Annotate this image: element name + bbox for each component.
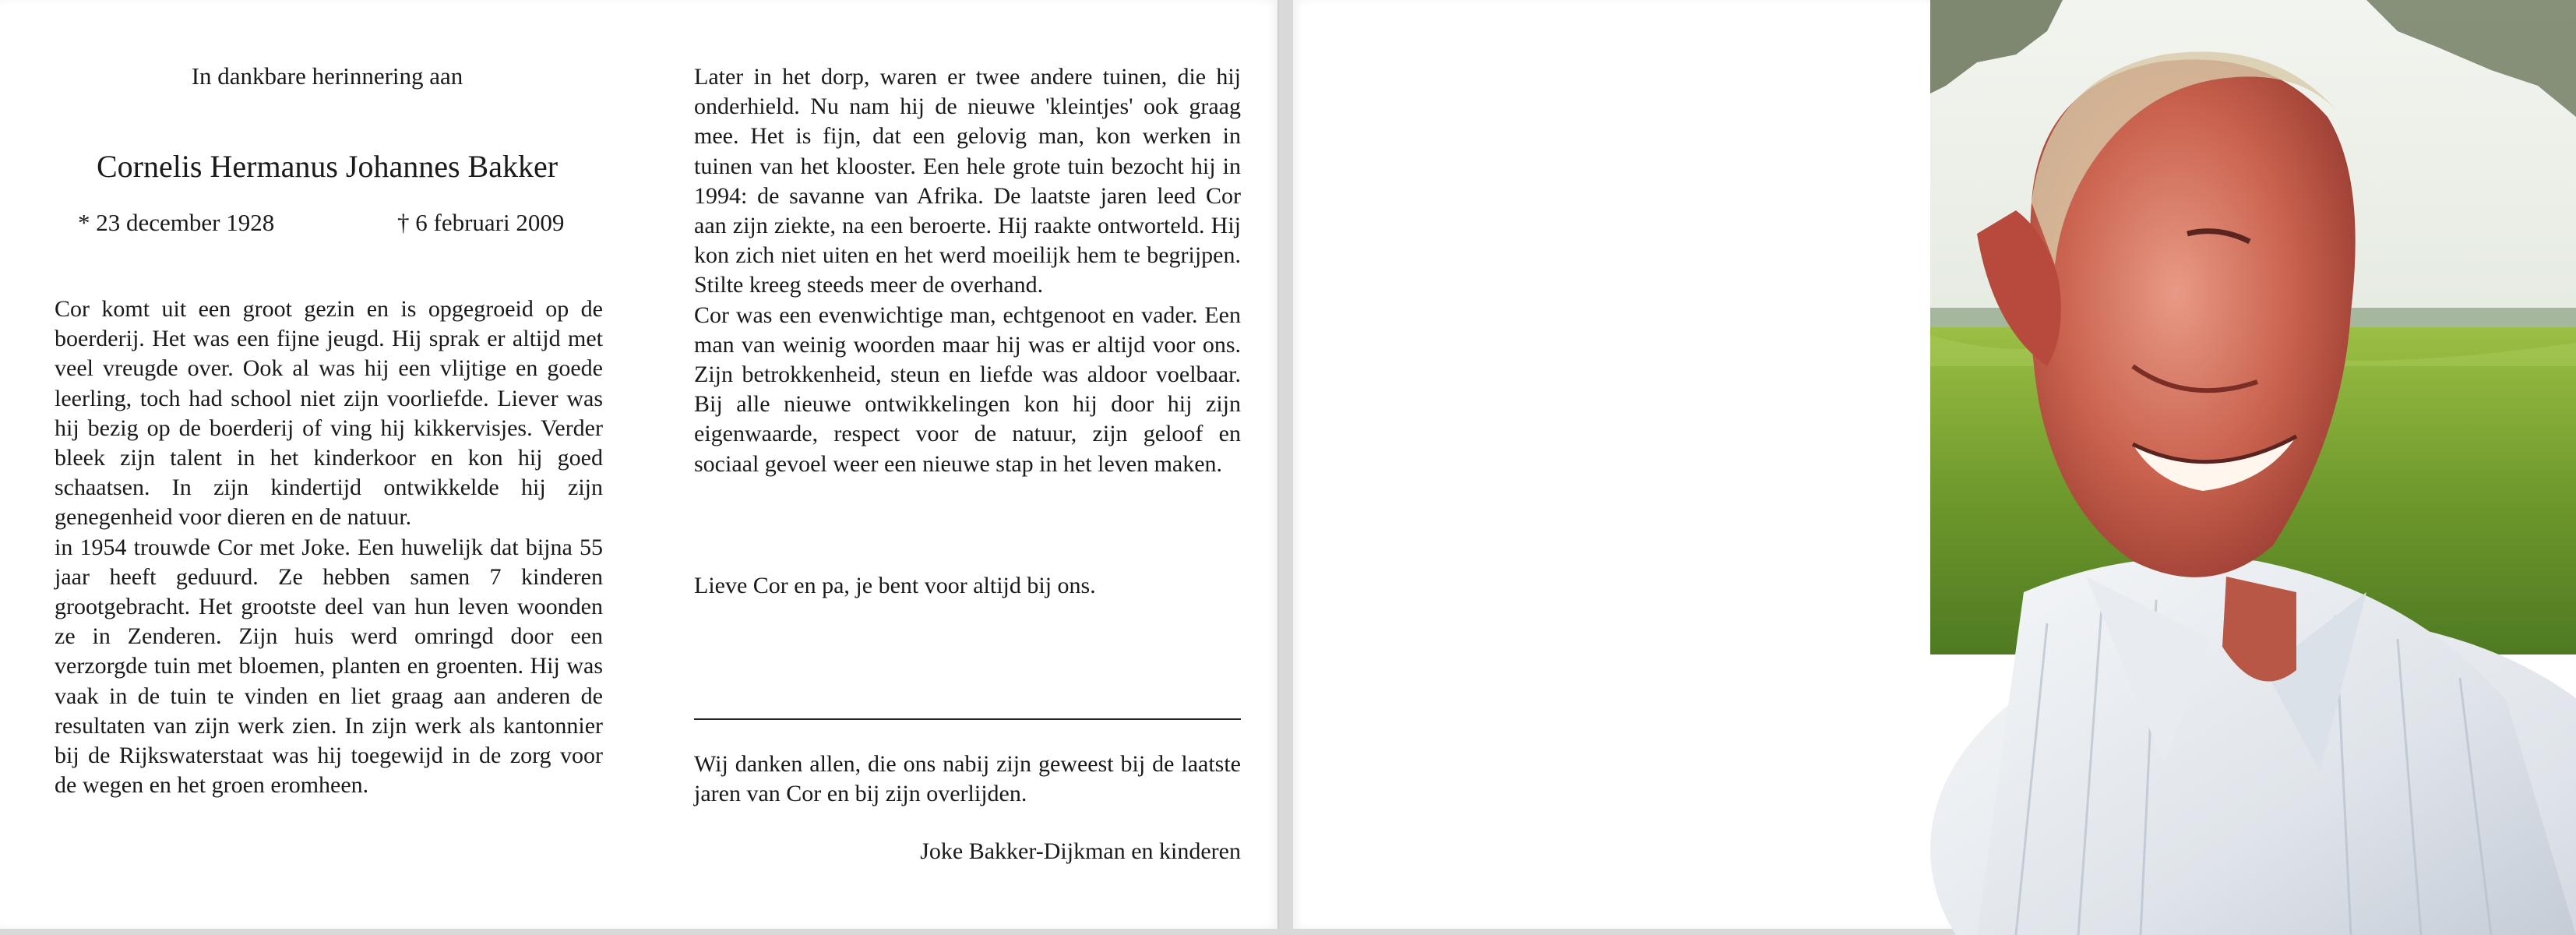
closing-line: Lieve Cor en pa, je bent voor altijd bij ons. xyxy=(694,573,1096,598)
divider-rule xyxy=(694,718,1241,720)
biography-paragraph: Later in het dorp, waren er twee andere tuinen, die hij onderhield. Nu nam hij de nieuwe 'kleintjes' ook graag mee. Het is fijn, dat een gelovig man, kon werken in tuinen van het klooster. Een hele grote tuin bezocht hij in 1994: de savanne van Afrika. De laatste jaren leed Cor aan zijn ziekte, na een beroerte. Hij raakte ontworteld. Hij kon zich niet uiten en het werd moeilijk hem te begrijpen. Stilte kreeg steeds meer de overhand. xyxy=(694,64,1241,298)
biography-paragraph: Cor was een evenwichtige man, echtgenoot en vader. Een man van weinig woorden maar hij was er altijd voor ons. Zijn betrokkenheid, steun en liefde was aldoor voelbaar. Bij alle nieuwe ontwikkelingen kon hij door hij zijn eigenwaarde, respect voor de natuur, zijn geloof en sociaal gevoel weer een nieuwe stap in het leven maken. xyxy=(694,302,1241,477)
birth-date: * 23 december 1928 xyxy=(78,209,275,236)
portrait-photo xyxy=(1930,0,2576,935)
deceased-name: Cornelis Hermanus Johannes Bakker xyxy=(96,149,559,184)
biography-column-left xyxy=(55,295,603,800)
biography-paragraph: in 1954 trouwde Cor met Joke. Een huwelijk dat bijna 55 jaar heeft geduurd. Ze hebben samen 7 kinderen grootgebracht. Het grootste deel van hun leven woonden ze in Zenderen. Zijn huis werd omringd door een verzorgde tuin met bloemen, planten en groenten. Hij was vaak in de tuin te vinden en liet graag aan anderen de resultaten van zijn werk zien. In zijn werk als kantonnier bij de Rijkswaterstaat was hij toegewijd in de zorg voor de wegen en het groen eromheen. xyxy=(55,534,603,799)
signature: Joke Bakker-Dijkman en kinderen xyxy=(920,838,1241,864)
inner-page-text xyxy=(0,0,1279,929)
biography-paragraph: Cor komt uit een groot gezin en is opgegroeid op de boerderij. Het was een fijne jeugd. Hij sprak er altijd met veel vreugde over. Ook al was hij een vlijtige en goede leerling, toch had school niet zijn voorliefde. Liever was hij bezig op de boerderij of ving hij kikkervisjes. Verder bleek zijn talent in het kinderkoor en kon hij goed schaatsen. In zijn kindertijd ontwikkelde hij zijn genegenheid voor dieren en de natuur. xyxy=(55,296,603,531)
death-date: † 6 februari 2009 xyxy=(397,209,565,236)
in-memory-heading: In dankbare herinnering aan xyxy=(191,62,463,90)
thanks-text: Wij danken allen, die ons nabij zijn geweest bij de laatste jaren van Cor en bij zijn overlijden. xyxy=(694,751,1241,807)
biography-column-right xyxy=(694,62,1241,479)
